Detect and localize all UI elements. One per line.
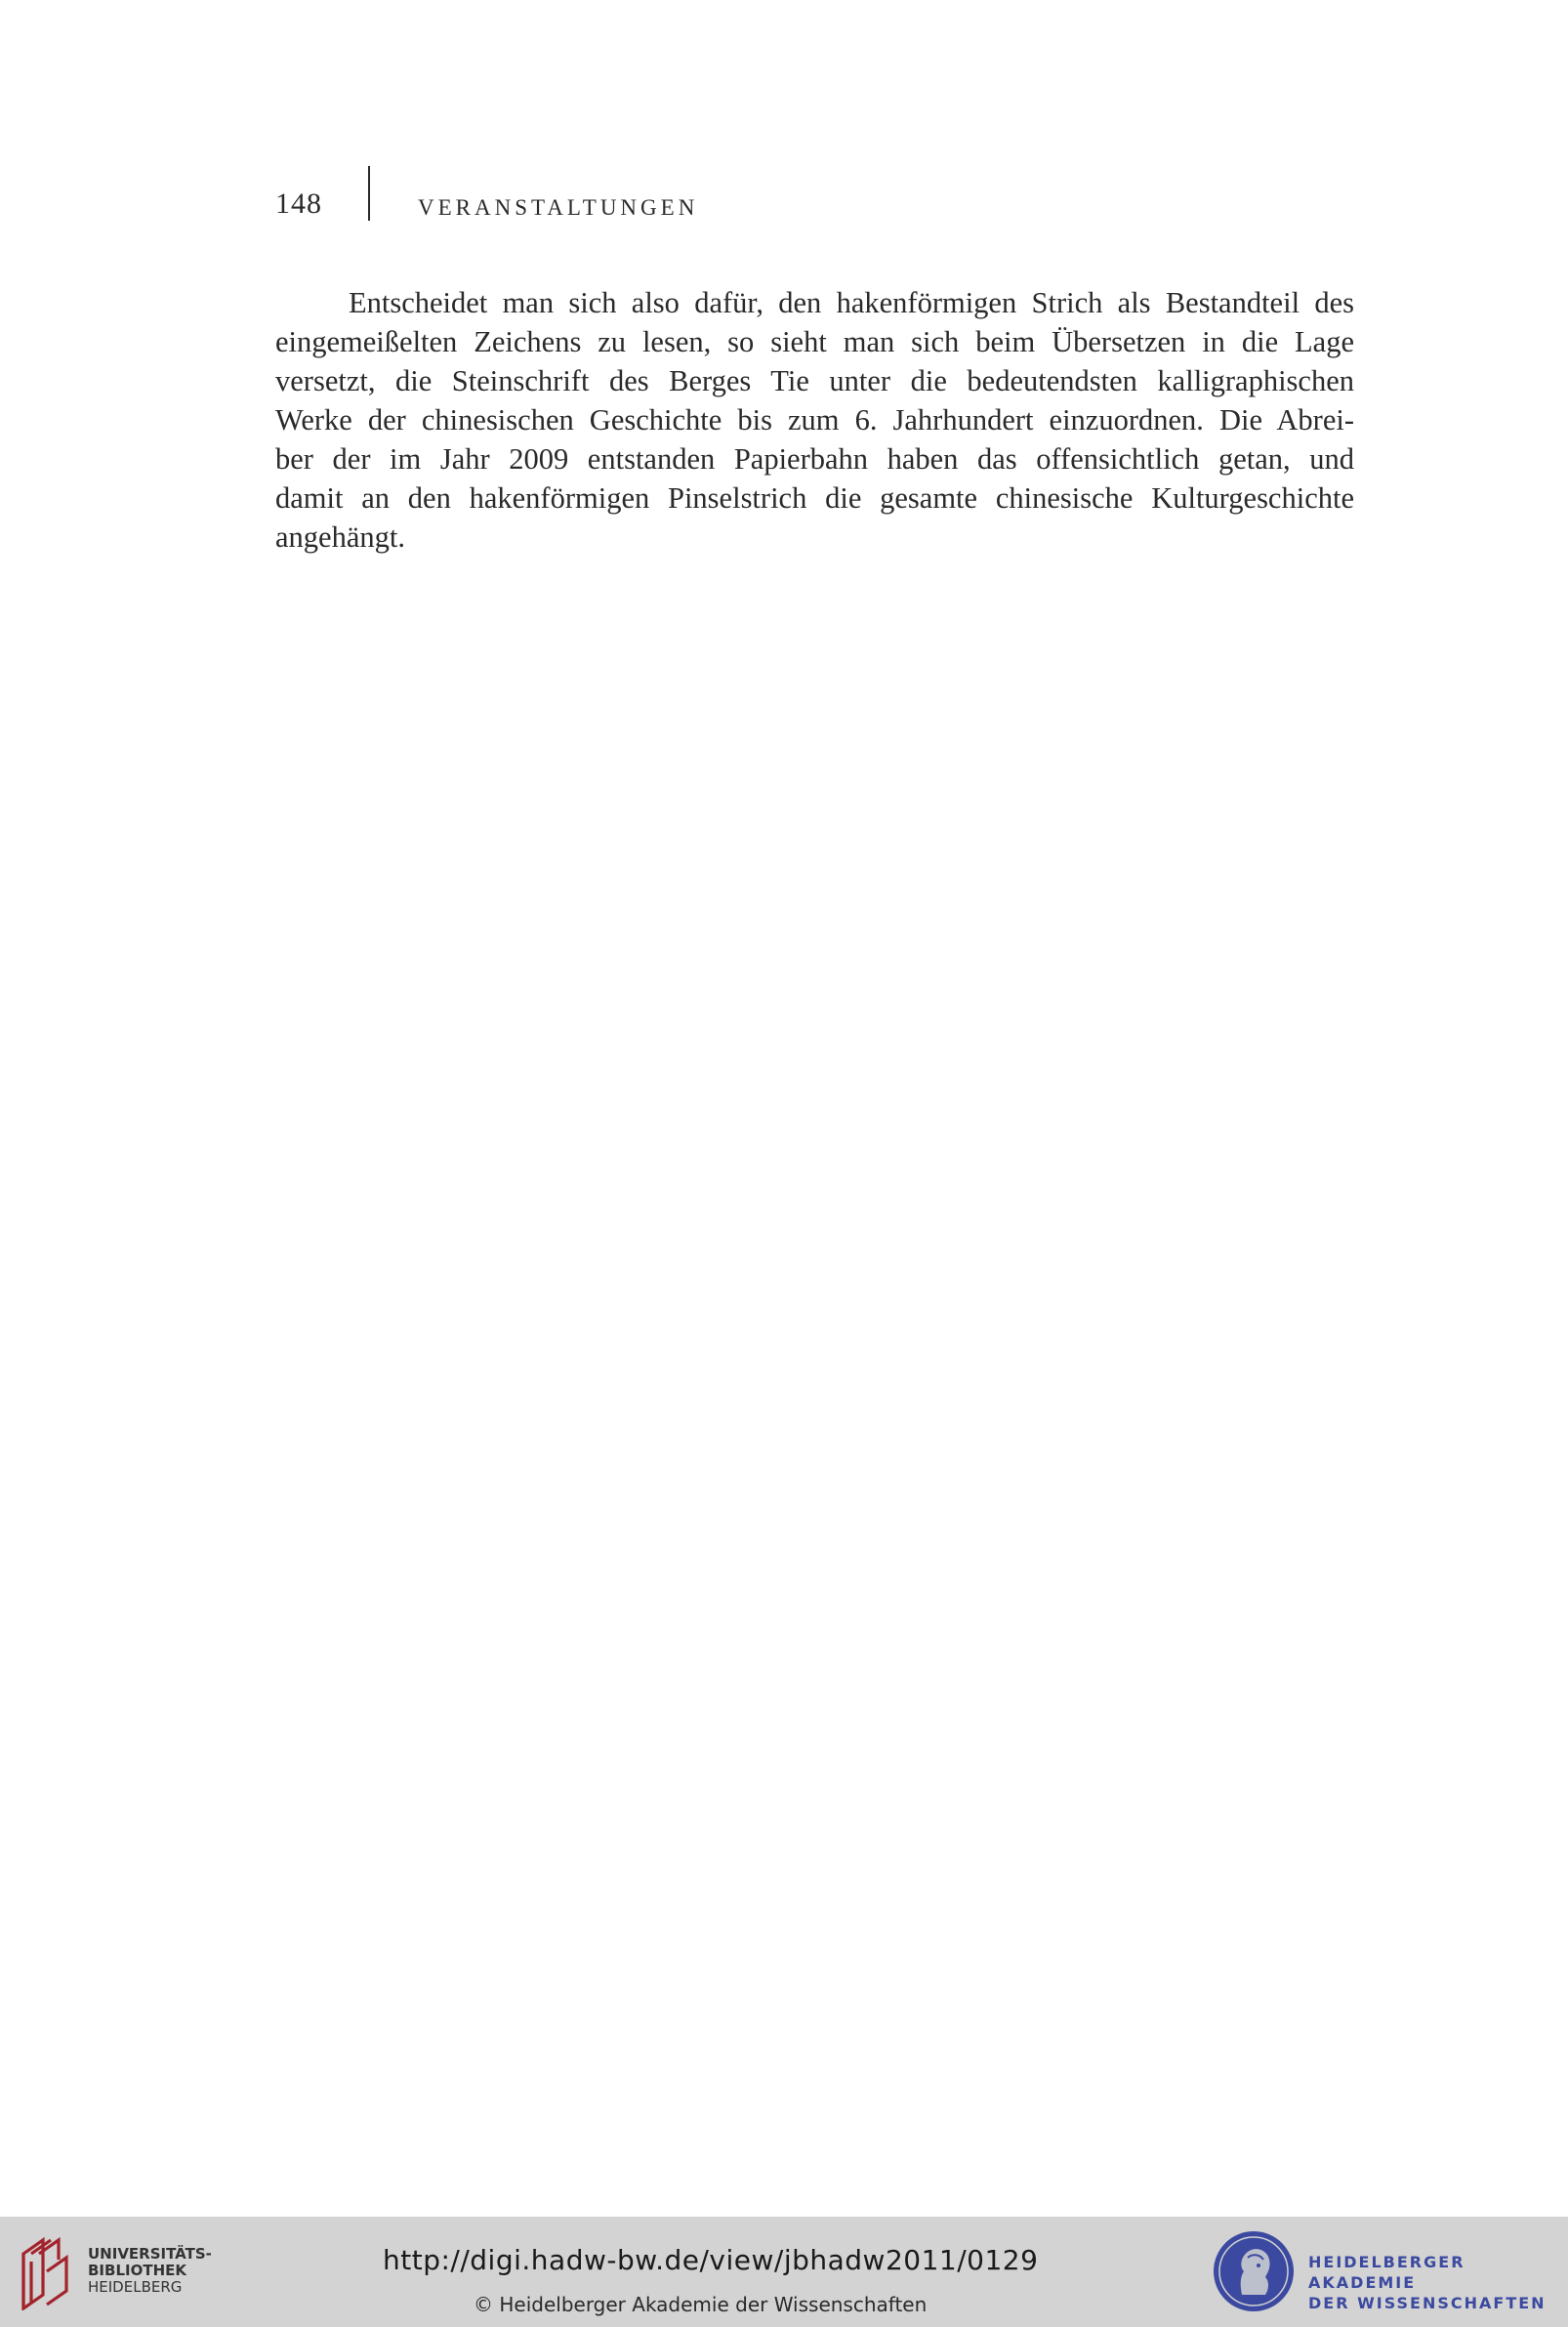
library-name-line: HEIDELBERG bbox=[88, 2278, 183, 2296]
body-paragraph bbox=[275, 283, 1354, 557]
header-divider bbox=[368, 166, 370, 221]
text-line: angehängt. bbox=[275, 520, 405, 554]
academy-name-line: HEIDELBERGER AKADEMIE bbox=[1308, 2253, 1465, 2292]
academy-name bbox=[1308, 2252, 1568, 2313]
university-library-logo-icon bbox=[18, 2232, 80, 2310]
source-url-link[interactable]: http://digi.hadw-bw.de/view/jbhadw2011/0129 bbox=[383, 2244, 1039, 2276]
library-name bbox=[88, 2246, 212, 2296]
library-name-line: UNIVERSITÄTS- bbox=[88, 2245, 212, 2263]
footer-bar bbox=[0, 2217, 1568, 2327]
text-line: eingemeißelten Zeichens zu lesen, so sieht man sich beim Übersetzen in die Lage bbox=[275, 325, 1354, 358]
page-number: 148 bbox=[275, 187, 322, 220]
text-line: damit an den hakenförmigen Pinselstrich die gesamte chinesische Kulturgeschichte bbox=[275, 481, 1354, 515]
running-head bbox=[275, 166, 1359, 223]
text-line: Werke der chinesischen Geschichte bis zum 6. Jahrhundert einzuordnen. Die Abrei- bbox=[275, 403, 1354, 436]
copyright-notice: © Heidelberger Akademie der Wissenschaften bbox=[474, 2293, 928, 2316]
text-line: Entscheidet man sich also dafür, den hakenförmigen Strich als Bestandteil des bbox=[349, 286, 1354, 319]
text-line: ber der im Jahr 2009 entstanden Papierbahn haben das offensichtlich getan, und bbox=[275, 442, 1354, 476]
section-title: VERANSTALTUNGEN bbox=[418, 195, 699, 220]
text-line: versetzt, die Steinschrift des Berges Tie unter die bedeutendsten kalligraphischen bbox=[275, 364, 1354, 397]
library-name-line: BIBLIOTHEK bbox=[88, 2262, 186, 2279]
academy-seal-icon bbox=[1211, 2228, 1297, 2314]
academy-name-line: DER WISSENSCHAFTEN bbox=[1308, 2294, 1547, 2312]
